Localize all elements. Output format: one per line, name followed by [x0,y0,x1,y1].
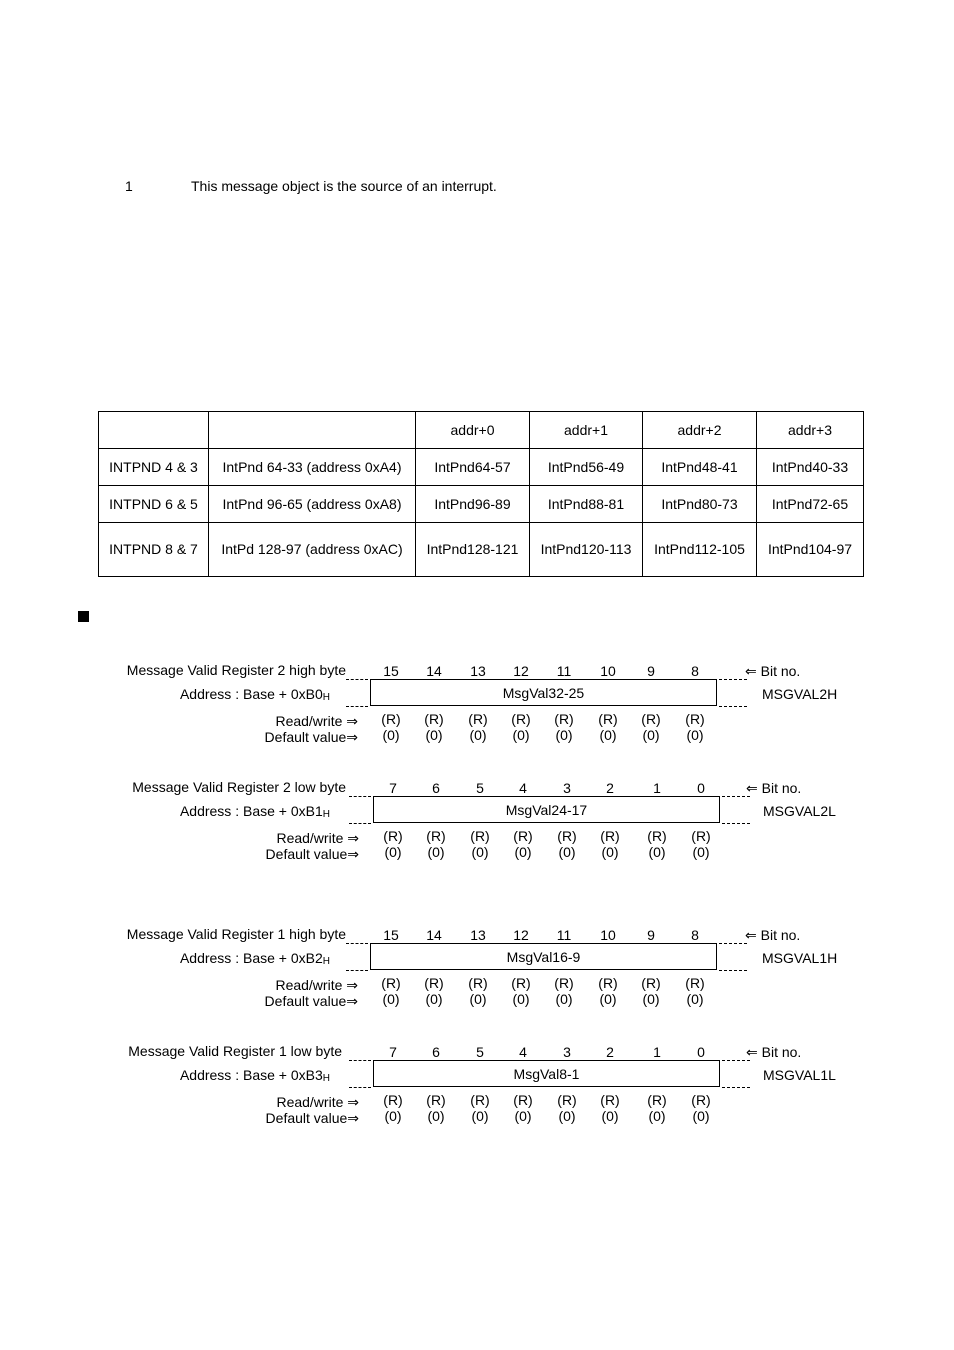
bit-number: 3 [563,1044,571,1060]
guide-line [349,823,371,824]
table-header-cell [99,412,209,449]
bit-default: (0) [425,991,443,1007]
bit-default: (0) [558,844,576,860]
bit-number: 7 [389,1044,397,1060]
bit-access: (R) [468,711,488,727]
bit-access: (R) [598,711,618,727]
guide-line [722,796,750,797]
bit-access: (R) [470,828,490,844]
table-header-cell: addr+2 [643,412,757,449]
table-cell: IntPnd112-105 [643,523,757,577]
bit-access: (R) [557,828,577,844]
bit-access: (R) [426,828,446,844]
bit-default: (0) [555,991,573,1007]
bit-access: (R) [554,711,574,727]
register-address-text: Address : Base + 0xB0 [179,686,323,702]
guide-line [719,706,747,707]
bit-access: (R) [691,828,711,844]
bit-default: (0) [471,844,489,860]
register-address-text: Address : Base + 0xB3 [179,1067,323,1083]
bit-default: (0) [601,844,619,860]
bit-no-label: ⇐ Bit no. [746,1044,802,1060]
register-title: Message Valid Register 1 low byte [128,1043,342,1059]
table-cell: IntPnd 64-33 (address 0xA4) [209,449,416,486]
register-address-text: Address : Base + 0xB2 [179,950,323,966]
guide-line [722,1060,750,1061]
bit-number: 5 [476,780,484,796]
bit-number: 10 [600,927,616,943]
note-text: This message object is the source of an interrupt. [191,178,497,194]
register-field-box: MsgVal32-25 [370,679,717,706]
read-write-label: Read/write ⇒ [276,1094,359,1110]
bit-number: 10 [600,663,616,679]
guide-line [719,970,747,971]
table-header-cell [209,412,416,449]
section-bullet-icon [78,611,89,622]
table-cell: IntPnd 96-65 (address 0xA8) [209,486,416,523]
register-title: Message Valid Register 2 high byte [126,662,346,678]
bit-no-label: ⇐ Bit no. [745,663,801,679]
bit-number: 1 [653,1044,661,1060]
table-cell: IntPnd80-73 [643,486,757,523]
bit-number: 6 [432,780,440,796]
register-block [0,1043,954,1133]
bit-access: (R) [600,1092,620,1108]
guide-line [346,706,368,707]
register-block [0,926,954,1016]
bit-default: (0) [599,727,617,743]
bit-access: (R) [685,975,705,991]
bit-access: (R) [600,828,620,844]
bit-access: (R) [381,711,401,727]
bit-default: (0) [382,991,400,1007]
bit-default: (0) [427,1108,445,1124]
table-cell: IntPnd56-49 [530,449,643,486]
bit-default: (0) [692,1108,710,1124]
register-address [180,686,330,705]
bit-default: (0) [686,991,704,1007]
bit-no-label: ⇐ Bit no. [746,780,802,796]
bit-number: 9 [647,663,655,679]
table-cell: IntPnd40-33 [757,449,864,486]
register-name: MSGVAL2H [762,686,838,702]
bit-default: (0) [648,844,666,860]
bit-access: (R) [424,975,444,991]
bit-number: 13 [470,663,486,679]
bit-number: 12 [513,663,529,679]
bit-number: 11 [556,663,572,679]
bit-access: (R) [641,711,661,727]
register-address [180,803,330,822]
table-row [99,486,864,523]
guide-line [349,1087,371,1088]
bit-default: (0) [427,844,445,860]
bit-number: 14 [426,663,442,679]
bit-number: 4 [519,780,527,796]
bit-access: (R) [598,975,618,991]
default-value-label: Default value⇒ [265,1110,359,1126]
register-name: MSGVAL2L [763,803,836,819]
bit-access: (R) [685,711,705,727]
bit-access: (R) [381,975,401,991]
guide-line [722,1087,750,1088]
bit-default: (0) [514,1108,532,1124]
read-write-label: Read/write ⇒ [275,713,358,729]
bit-default: (0) [469,727,487,743]
table-cell: IntPnd128-121 [416,523,530,577]
bit-default: (0) [384,844,402,860]
bit-default: (0) [512,991,530,1007]
bit-number: 3 [563,780,571,796]
guide-line [349,1060,371,1061]
table-row [99,523,864,577]
bit-number: 0 [697,780,705,796]
register-title: Message Valid Register 2 low byte [132,779,346,795]
bit-number: 15 [383,663,399,679]
default-value-label: Default value⇒ [265,846,359,862]
guide-line [346,679,368,680]
table-cell: INTPND 6 & 5 [99,486,209,523]
bit-default: (0) [642,991,660,1007]
read-write-label: Read/write ⇒ [275,977,358,993]
register-name: MSGVAL1L [763,1067,836,1083]
bit-default: (0) [692,844,710,860]
register-address-suffix: H [322,956,330,967]
table-header-row [99,412,864,449]
register-block [0,779,954,869]
register-field-box: MsgVal8-1 [373,1060,720,1087]
bit-number: 13 [470,927,486,943]
bit-access: (R) [647,828,667,844]
bit-default: (0) [469,991,487,1007]
bit-access: (R) [647,1092,667,1108]
table-header-cell: addr+0 [416,412,530,449]
bit-access: (R) [511,975,531,991]
bit-access: (R) [383,828,403,844]
register-address [180,1067,330,1086]
bit-access: (R) [557,1092,577,1108]
register-address [180,950,330,969]
bit-default: (0) [642,727,660,743]
default-value-label: Default value⇒ [264,993,358,1009]
bit-default: (0) [686,727,704,743]
register-address-text: Address : Base + 0xB1 [179,803,323,819]
table-header-cell: addr+3 [757,412,864,449]
bit-default: (0) [558,1108,576,1124]
register-address-suffix: H [322,1073,330,1084]
guide-line [719,943,747,944]
register-address-suffix: H [322,692,330,703]
bit-default: (0) [384,1108,402,1124]
bit-default: (0) [555,727,573,743]
table-cell: IntPnd72-65 [757,486,864,523]
bit-default: (0) [599,991,617,1007]
note-value: 1 [125,178,133,194]
bit-default: (0) [514,844,532,860]
bit-number: 5 [476,1044,484,1060]
bit-default: (0) [382,727,400,743]
guide-line [346,970,368,971]
bit-number: 9 [647,927,655,943]
register-name: MSGVAL1H [762,950,838,966]
register-title: Message Valid Register 1 high byte [126,926,346,942]
table-cell: INTPND 4 & 3 [99,449,209,486]
bit-access: (R) [470,1092,490,1108]
bit-access: (R) [513,828,533,844]
bit-number: 6 [432,1044,440,1060]
intpnd-table [98,411,864,577]
bit-number: 15 [383,927,399,943]
bit-default: (0) [601,1108,619,1124]
bit-access: (R) [468,975,488,991]
table-cell: IntPnd120-113 [530,523,643,577]
bit-number: 1 [653,780,661,796]
read-write-label: Read/write ⇒ [276,830,359,846]
bit-default: (0) [512,727,530,743]
bit-number: 7 [389,780,397,796]
guide-line [349,796,371,797]
bit-access: (R) [426,1092,446,1108]
bit-number: 2 [606,780,614,796]
table-cell: IntPnd96-89 [416,486,530,523]
bit-default: (0) [471,1108,489,1124]
table-row [99,449,864,486]
table-cell: IntPnd104-97 [757,523,864,577]
table-header-cell: addr+1 [530,412,643,449]
bit-access: (R) [511,711,531,727]
bit-default: (0) [425,727,443,743]
bit-number: 14 [426,927,442,943]
default-value-label: Default value⇒ [264,729,358,745]
bit-number: 8 [691,927,699,943]
bit-number: 8 [691,663,699,679]
table-cell: INTPND 8 & 7 [99,523,209,577]
bit-number: 0 [697,1044,705,1060]
bit-number: 11 [556,927,572,943]
bit-number: 2 [606,1044,614,1060]
table-cell: IntPnd64-57 [416,449,530,486]
table-cell: IntPnd88-81 [530,486,643,523]
bit-access: (R) [554,975,574,991]
table-cell: IntPnd48-41 [643,449,757,486]
table-cell: IntPd 128-97 (address 0xAC) [209,523,416,577]
bit-access: (R) [424,711,444,727]
bit-access: (R) [641,975,661,991]
register-address-suffix: H [322,809,330,820]
bit-access: (R) [691,1092,711,1108]
bit-access: (R) [383,1092,403,1108]
register-field-box: MsgVal24-17 [373,796,720,823]
register-block [0,662,954,752]
bit-default: (0) [648,1108,666,1124]
bit-access: (R) [513,1092,533,1108]
register-field-box: MsgVal16-9 [370,943,717,970]
guide-line [346,943,368,944]
bit-number: 4 [519,1044,527,1060]
bit-number: 12 [513,927,529,943]
guide-line [719,679,747,680]
guide-line [722,823,750,824]
bit-no-label: ⇐ Bit no. [745,927,801,943]
